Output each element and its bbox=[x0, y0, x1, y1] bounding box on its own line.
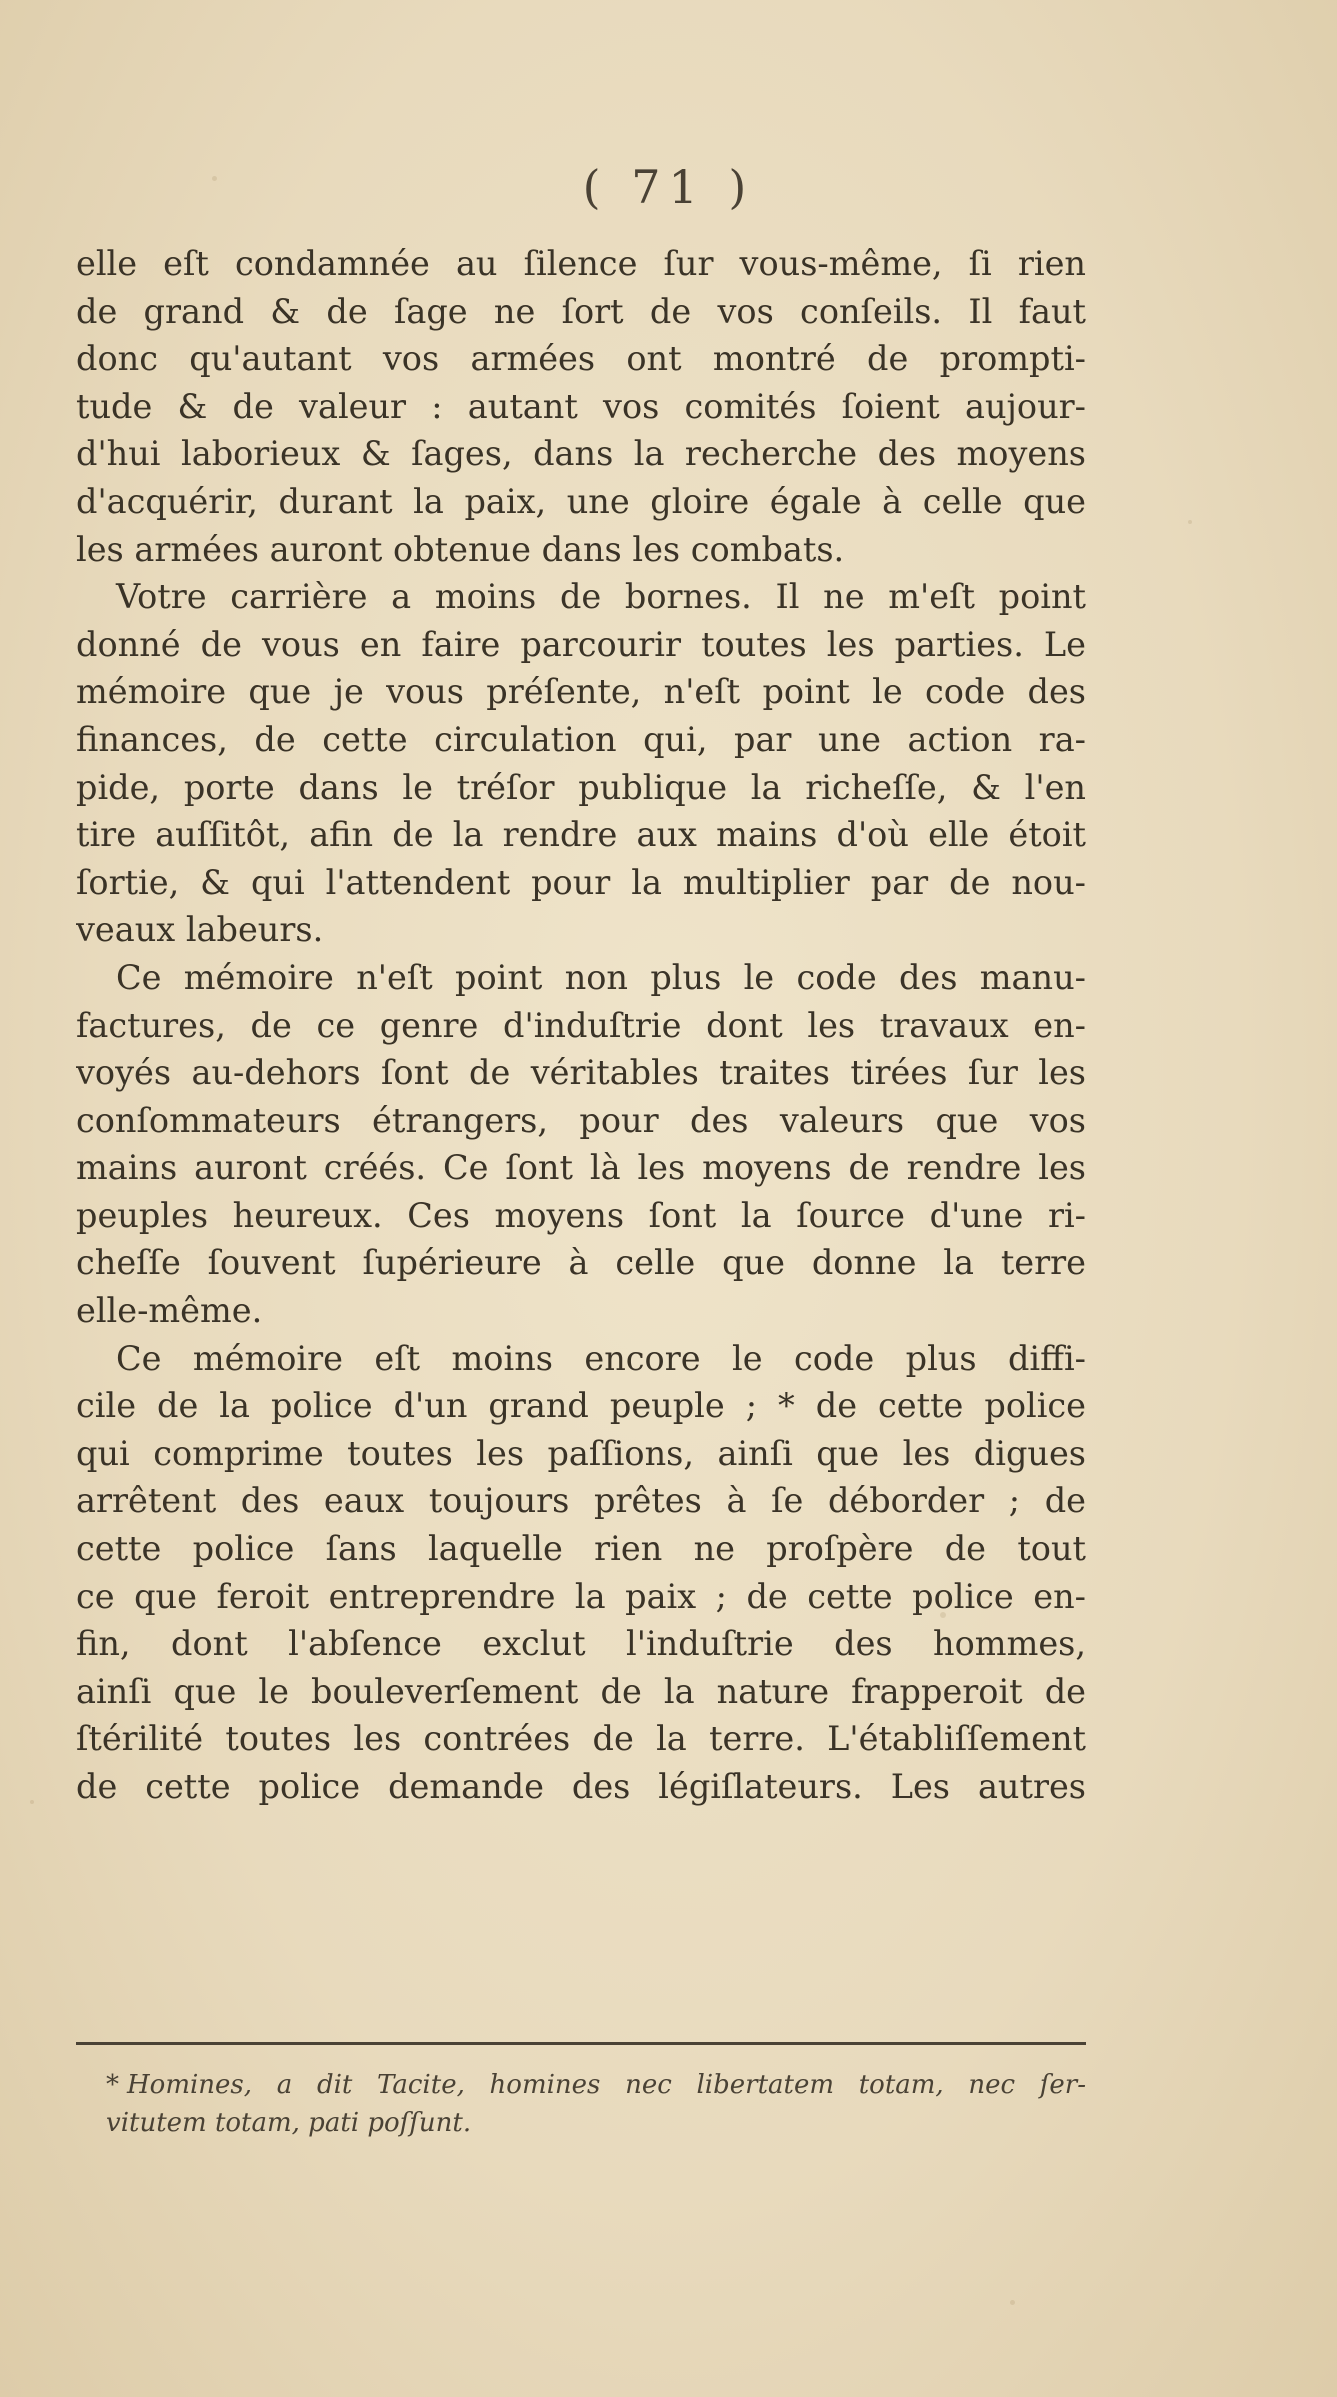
text-line: tire auſſitôt, afin de la rendre aux mains d'où elle étoit bbox=[76, 815, 1086, 855]
text-line: elle-même. bbox=[76, 1291, 263, 1331]
footnote-text: Homines, a dit Tacite, homines nec libertatem totam, nec ſer- bbox=[127, 2070, 1086, 2100]
footnote bbox=[106, 2066, 1086, 2142]
footnote-marker: * bbox=[106, 2070, 119, 2100]
footnote-line bbox=[106, 2066, 1086, 2104]
text-line: ſtérilité toutes les contrées de la terre. L'établiſſement bbox=[76, 1719, 1086, 1759]
text-line: d'acquérir, durant la paix, une gloire égale à celle que bbox=[76, 481, 1086, 521]
text-line: finances, de cette circulation qui, par une action ra- bbox=[76, 719, 1086, 759]
page-number: ( 71 ) bbox=[582, 160, 755, 214]
text-line: cile de la police d'un grand peuple ; * de cette police bbox=[76, 1386, 1086, 1426]
text-line: elle eſt condamnée au ſilence ſur vous-même, ſi rien bbox=[76, 244, 1086, 283]
text-line: donc qu'autant vos armées ont montré de prompti- bbox=[76, 339, 1086, 379]
text-line: arrêtent des eaux toujours prêtes à ſe déborder ; de bbox=[76, 1481, 1086, 1521]
body-text bbox=[76, 240, 1086, 1811]
paper-speck bbox=[30, 1800, 34, 1804]
text-line: voyés au-dehors ſont de véritables traites tirées ſur les bbox=[76, 1053, 1086, 1093]
text-line: peuples heureux. Ces moyens ſont la ſource d'une ri- bbox=[76, 1195, 1086, 1235]
paper-speck bbox=[1188, 520, 1192, 524]
text-line: qui comprime toutes les paſſions, ainſi que les digues bbox=[76, 1433, 1086, 1473]
text-line: tude & de valeur : autant vos comités ſoient aujour- bbox=[76, 386, 1086, 426]
text-line: de grand & de ſage ne ſort de vos conſeils. Il faut bbox=[76, 291, 1086, 331]
text-line: fin, dont l'abſence exclut l'induſtrie des hommes, bbox=[76, 1624, 1086, 1664]
text-line: de cette police demande des légiſlateurs. Les autres bbox=[76, 1767, 1086, 1806]
text-line: factures, de ce genre d'induſtrie dont les travaux en- bbox=[76, 1005, 1086, 1045]
text-line: veaux labeurs. bbox=[76, 910, 324, 950]
paragraph-first-line: Ce mémoire eſt moins encore le code plus diffi- bbox=[116, 1338, 1086, 1378]
footnote-rule bbox=[76, 2042, 1086, 2045]
text-line: conſommateurs étrangers, pour des valeurs que vos bbox=[76, 1100, 1086, 1140]
text-line: cette police ſans laquelle rien ne proſpère de tout bbox=[76, 1529, 1086, 1569]
text-line: cheſſe ſouvent ſupérieure à celle que donne la terre bbox=[76, 1243, 1086, 1283]
text-line: mémoire que je vous préſente, n'eſt point le code des bbox=[76, 672, 1086, 712]
paper-speck bbox=[1010, 2300, 1015, 2305]
paragraph-first-line: Ce mémoire n'eſt point non plus le code des manu- bbox=[116, 957, 1086, 997]
text-line: ainſi que le bouleverſement de la nature frapperoit de bbox=[76, 1671, 1086, 1711]
text-line: mains auront créés. Ce ſont là les moyens de rendre les bbox=[76, 1148, 1086, 1188]
text-line: les armées auront obtenue dans les combats. bbox=[76, 529, 845, 569]
text-line: ce que feroit entreprendre la paix ; de cette police en- bbox=[76, 1576, 1086, 1616]
text-line: d'hui laborieux & ſages, dans la recherche des moyens bbox=[76, 434, 1086, 474]
text-line: pide, porte dans le tréſor publique la richeſſe, & l'en bbox=[76, 767, 1086, 807]
text-line: donné de vous en faire parcourir toutes les parties. Le bbox=[76, 624, 1086, 664]
footnote-line: vitutem totam, pati poſſunt. bbox=[106, 2108, 472, 2138]
text-line: ſortie, & qui l'attendent pour la multiplier par de nou- bbox=[76, 862, 1086, 902]
paragraph-first-line: Votre carrière a moins de bornes. Il ne m'eſt point bbox=[116, 577, 1086, 617]
